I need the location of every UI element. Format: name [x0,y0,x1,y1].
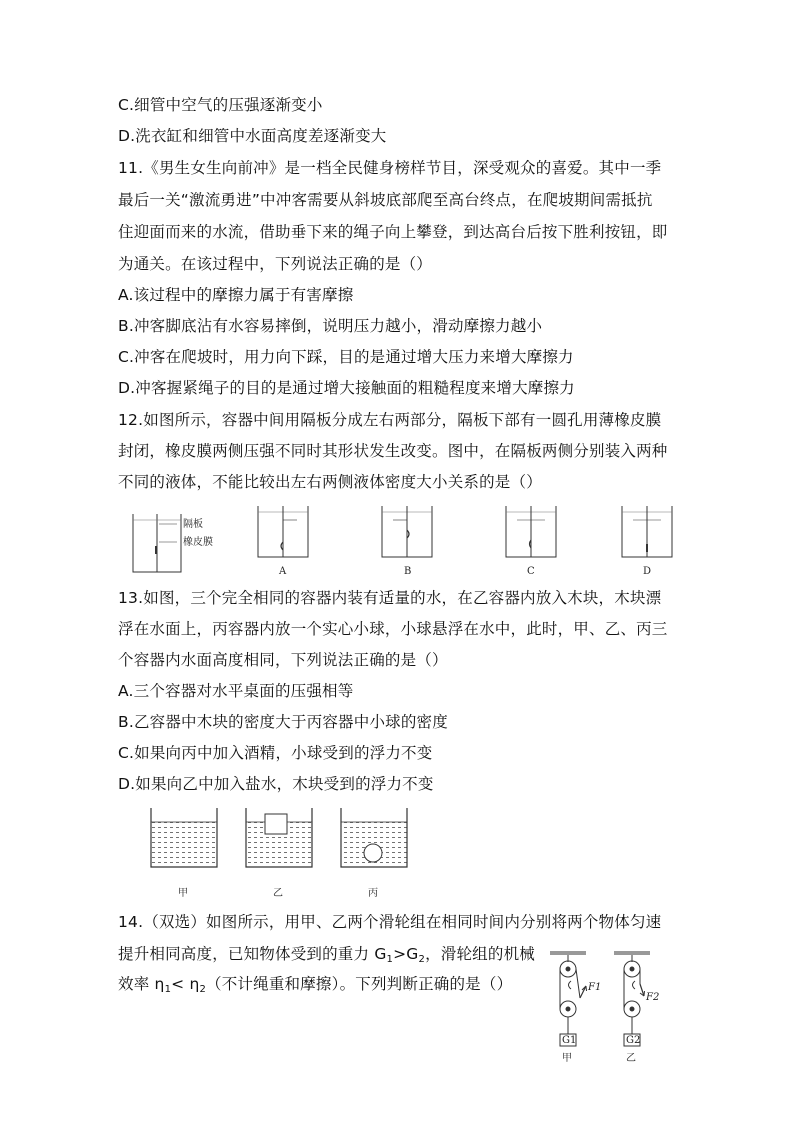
force-f1-label: F1 [588,982,602,993]
pulley-system-jia [550,951,587,1046]
label-membrane: 橡皮膜 [183,537,213,548]
q12-reference-container [133,514,181,572]
q13-option-d: D.如果向乙中加入盐水，木块受到的浮力不变 [118,775,434,793]
option-c-label: C [527,566,535,577]
container-jia [151,808,217,867]
force-f2-label: F2 [646,992,660,1003]
q13-option-a: A.三个容器对水平桌面的压强相等 [118,682,354,700]
q12-stem-line-1: 12.如图所示，容器中间用隔板分成左右两部分，隔板下部有一圆孔用薄橡皮膜 [118,411,662,429]
label-bing: 丙 [368,888,378,899]
weight-g1-label: G1 [562,1035,577,1046]
container-yi [246,808,312,867]
q13-stem-line-2: 浮在水面上，丙容器内放一个实心小球，小球悬浮在水中，此时，甲、乙、丙三 [118,620,668,638]
q11-option-b: B.冲客脚底沾有水容易摔倒，说明压力越小，滑动摩擦力越小 [118,317,543,335]
option-b-label: B [404,566,412,577]
q11-stem-line-2: 最后一关“激流勇进”中冲客需要从斜坡底部爬至高台终点，在爬坡期间需抵抗 [118,191,653,209]
solid-ball [364,844,382,862]
label-partition: 隔板 [183,519,203,530]
q11-stem-line-4: 为通关。在该过程中，下列说法正确的是（） [118,255,433,273]
q12-container-a [258,506,308,557]
q11-option-d: D.冲客握紧绳子的目的是通过增大接触面的粗糙程度来增大摩擦力 [118,379,575,397]
q12-container-b [382,506,432,557]
q12-stem-line-3: 不同的液体，不能比较出左右两侧液体密度大小关系的是（） [118,473,542,491]
option-d-label: D [643,566,652,577]
q13-option-c: C.如果向丙中加入酒精，小球受到的浮力不变 [118,744,433,762]
q11-stem-line-1: 11.《男生女生向前冲》是一档全民健身榜样节目，深受观众的喜爱。其中一季 [118,159,662,177]
q13-figure [140,800,430,905]
wood-block [265,814,287,834]
q12-container-c [506,506,556,557]
q14-line-1: 14.（双选）如图所示，用甲、乙两个滑轮组在相同时间内分别将两个物体匀速 [118,913,662,931]
q14-line-2: 提升相同高度，已知物体受到的重力 $G_1>G_2$，滑轮组的机械 [118,945,535,965]
q12-stem-line-2: 封闭，橡皮膜两侧压强不同时其形状发生改变。图中，在隔板两侧分别装入两种 [118,442,668,460]
label-jia-14: 甲 [562,1053,572,1064]
q13-option-b: B.乙容器中木块的密度大于丙容器中小球的密度 [118,713,448,731]
container-bing [341,808,407,867]
q12-container-d [622,506,672,557]
label-yi-14: 乙 [626,1053,636,1064]
label-jia: 甲 [178,888,188,899]
q12-figure [125,500,685,585]
q11-stem-line-3: 住迎面而来的水流，借助垂下来的绳子向上攀登，到达高台后按下胜利按钮，即 [118,223,668,241]
weight-g2-label: G2 [626,1035,641,1046]
option-a-label: A [279,566,287,577]
q14-pulley-figure [540,948,675,1066]
q10-option-c: C.细管中空气的压强逐渐变小 [118,96,323,114]
q11-option-a: A.该过程中的摩擦力属于有害摩擦 [118,286,354,304]
q10-option-d: D.洗衣缸和细管中水面高度差逐渐变大 [118,127,387,145]
pulley-system-yi [614,951,650,1046]
label-yi: 乙 [273,888,283,899]
q14-line-3: 效率 $\eta_1< \eta_2$（不计绳重和摩擦）。下列判断正确的是（） [118,975,513,995]
q13-stem-line-3: 个容器内水面高度相同，下列说法正确的是（） [118,651,448,669]
q11-option-c: C.冲客在爬坡时，用力向下踩，目的是通过增大压力来增大摩擦力 [118,348,574,366]
q13-stem-line-1: 13.如图，三个完全相同的容器内装有适量的水，在乙容器内放入木块，木块漂 [118,589,662,607]
